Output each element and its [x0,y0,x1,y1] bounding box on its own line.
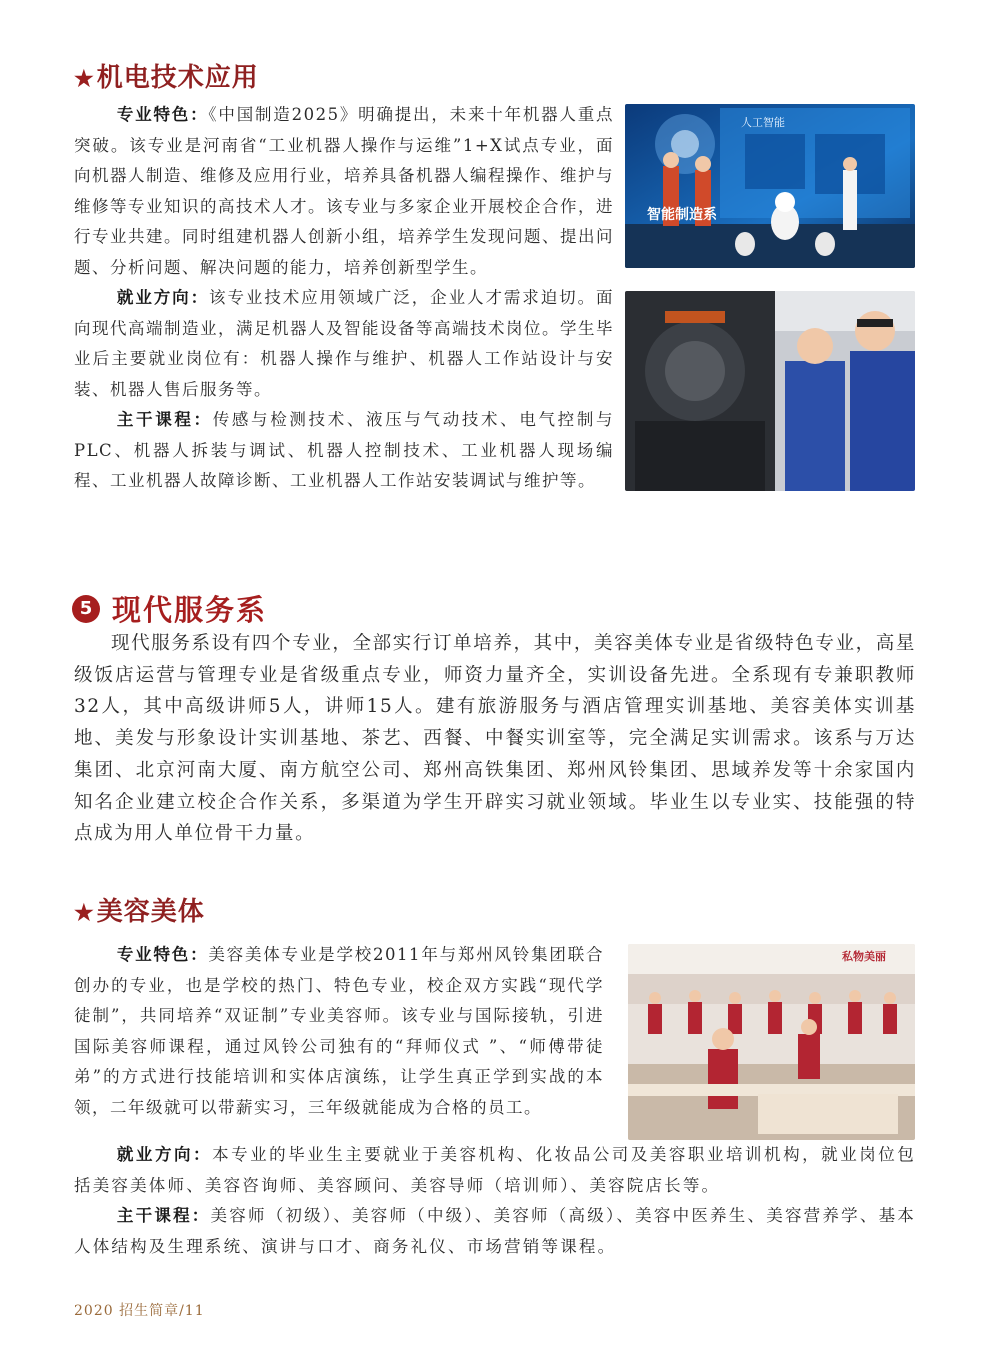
star-icon: ★ [74,66,95,92]
section-number-badge: 5 [72,595,100,623]
wall-banner-text: 私物美丽 [842,950,886,963]
beauty-training-illustration [628,944,915,1140]
features-paragraph: 专业特色：《中国制造2025》明确提出，未来十年机器人重点突破。该专业是河南省“工业机器人操作与运维”1+X试点专业，面向机器人制造、维修及应用行业，培养具备机器人编程操作、维护与维修等专业知识的高技术人才。该专业与多家企业开展校企合作，进行专业共建。同时组建机器人创新小组，培养学生发现问题、提出问题、分析问题、解决问题的能力，培养创新型学生。 [74,105,615,277]
section-heading-modern-service [72,588,267,629]
mechatronics-text-block [74,100,614,497]
star-icon: ★ [74,900,95,926]
jobs-paragraph: 就业方向：该专业技术应用领域广泛，企业人才需求迫切。面向现代高端制造业，满足机器人及智能设备等高端技术岗位。学生毕业后主要就业岗位有：机器人操作与维护、机器人工作站设计与安装、机器人售后服务等。 [74,288,615,399]
beauty-training-photo [628,944,915,1140]
beauty-jobs-courses-block [74,1140,916,1262]
ai-board-text: 人工智能 [741,116,785,129]
courses-paragraph: 主干课程：传感与检测技术、液压与气动技术、电气控制与PLC、机器人拆装与调试、机器人控制技术、工业机器人现场编程、工业机器人故障诊断、工业机器人工作站安装调试与维护等。 [74,410,615,490]
section-heading-beauty: ★美容美体 [74,897,205,927]
beauty-jobs-paragraph: 就业方向：本专业的毕业生主要就业于美容机构、化妆品公司及美容职业培训机构，就业岗位包括美容美体师、美容咨询师、美容顾问、美容导师（培训师）、美容院店长等。 [74,1145,916,1195]
photo-caption: 智能制造系 [647,207,717,223]
beauty-courses-paragraph: 主干课程：美容师（初级）、美容师（中级）、美容师（高级）、美容中医养生、美容营养学、基本人体结构及生理系统、演讲与口才、商务礼仪、市场营销等课程。 [74,1206,916,1256]
section-heading-mechatronics: ★机电技术应用 [74,63,259,93]
modern-service-intro [74,628,916,850]
section-title: 现代服务系 [112,593,268,627]
ai-classroom-photo [625,104,915,268]
beauty-features-block [74,940,604,1123]
beauty-features-paragraph: 专业特色：美容美体专业是学校2011年与郑州风铃集团联合创办的专业，也是学校的热门、特色专业，校企双方实践“现代学徒制”，共同培养“双证制”专业美容师。该专业与国际接轨，引进国际美容师课程，通过风铃公司独有的“拜师仪式 ”、“师傅带徒弟”的方式进行技能培训和实体店演练，让学生真正学到实战的本领，二年级就可以带薪实习，三年级就能成为合格的员工。 [74,945,604,1117]
intro-paragraph: 现代服务系设有四个专业，全部实行订单培养，其中，美容美体专业是省级特色专业，高星级饭店运营与管理专业是省级重点专业，师资力量齐全，实训设备先进。全系现有专兼职教师32人，其中高级讲师5人，讲师15人。建有旅游服务与酒店管理实训基地、美容美体实训基地、美发与形象设计实训基地、茶艺、西餐、中餐实训室等，完全满足实训需求。该系与万达集团、北京河南大厦、南方航空公司、郑州高铁集团、郑州风铃集团、思域养发等十余家国内知名企业建立校企合作关系，多渠道为学生开辟实习就业领域。毕业生以专业实、技能强的特点成为用人单位骨干力量。 [74,633,916,845]
robot-workshop-illustration [625,291,915,491]
robot-workshop-photo [625,291,915,491]
page-footer: 2020 招生简章/11 [74,1303,205,1319]
